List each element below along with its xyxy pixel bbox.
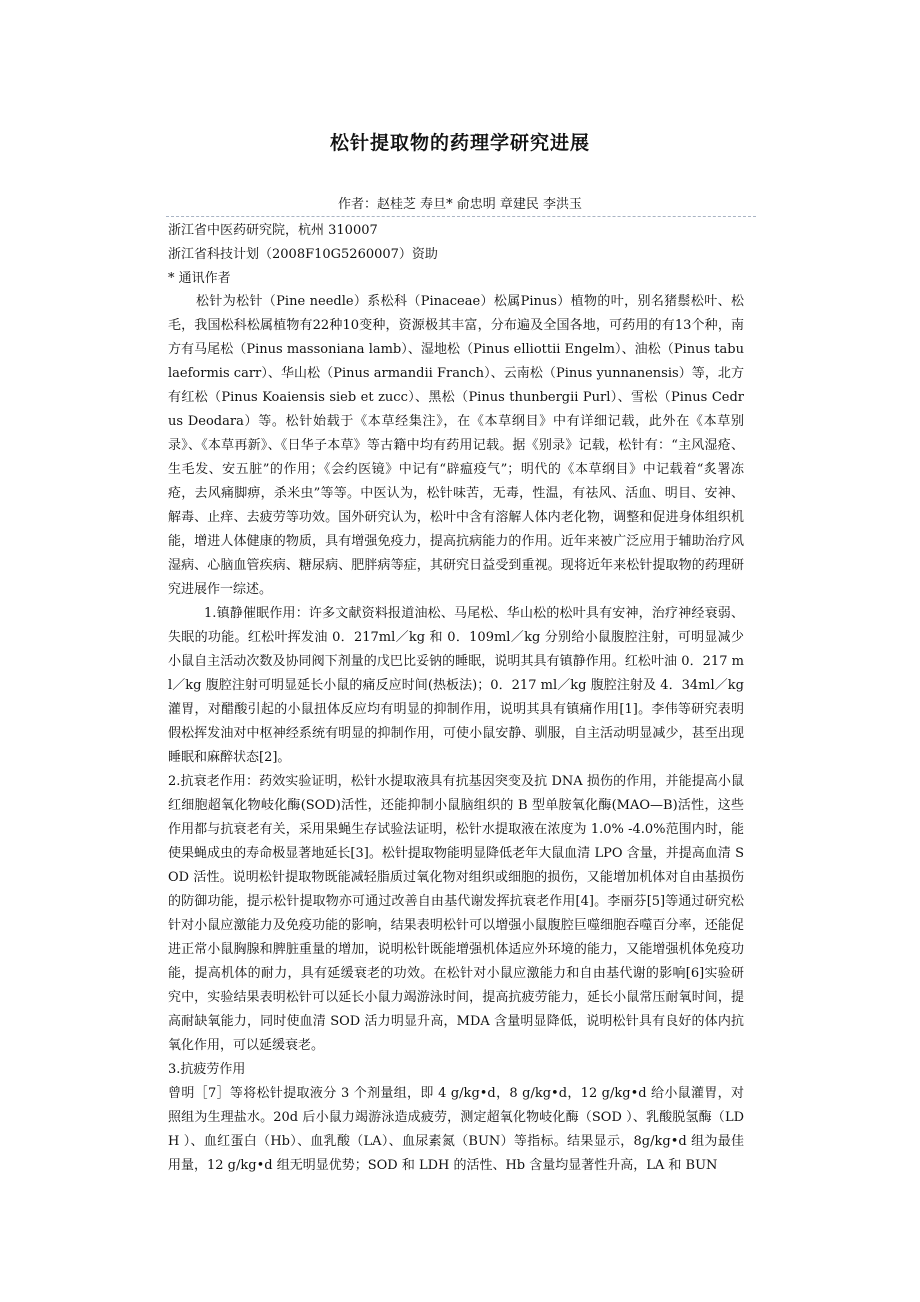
header-divider [166, 216, 756, 217]
authors-line: 作者：赵桂芝 寿旦* 俞忠明 章建民 李洪玉 [337, 197, 583, 212]
document-title: 松针提取物的药理学研究进展 [329, 132, 590, 154]
funding-note: 浙江省科技计划（2008F10G5260007）资助 [168, 247, 438, 262]
anti-fatigue-heading: 3.抗疲劳作用 [168, 1062, 246, 1077]
correspondence-note: * 通讯作者 [168, 271, 231, 286]
anti-aging-section: 2.抗衰老作用：药效实验证明，松针水提取液具有抗基因突变及抗 DNA 损伤的作用，并能提高小鼠红细胞超氧化物岐化酶(SOD)活性，还能抑制小鼠脑组织的 B 型单胺氧化酶(MAO—B)活性，这些作用都与抗衰老有关，采用果蝇生存试验法证明，松针水提取液在浓度为 1.0% -4.0%范围内时，能使果蝇成虫的寿命极显著地延长[3]。松针提取物能明显降低老年大鼠血清 LPO 含量，并提高血清 SOD 活性。说明松针提取物既能减轻脂质过氧化物对组织或细胞的损伤，又能增加机体对自由基损伤的防御功能，提示松针提取物亦可通过改善自由基代谢发挥抗衰老作用[4]。李丽芬[5]等通过研究松针对小鼠应激能力及免疫功能的影响，结果表明松针可以增强小鼠腹腔巨噬细胞吞噬百分率，还能促进正常小鼠胸腺和脾脏重量的增加，说明松针既能增强机体适应外环境的能力，又能增强机体免疫功能，提高机体的耐力，具有延缓衰老的功效。在松针对小鼠应激能力和自由基代谢的影响[6]实验研究中，实验结果表明松针可以延长小鼠力竭游泳时间，提高抗疲劳能力，延长小鼠常压耐氧时间，提高耐缺氧能力，同时使血清 SOD 活力明显升高，MDA 含量明显降低，说明松针具有良好的体内抗氧化作用，可以延缓衰老。 [168, 774, 744, 1053]
intro-paragraph: 松针为松针（Pine needle）系松科（Pinaceae）松属Pinus）植物的叶，别名猪鬃松叶、松毛，我国松科松属植物有22种10变种，资源极其丰富，分布遍及全国各地，可药用的有13个种，南方有马尾松（Pinus massoniana lamb）、湿地松（Pinus elliottii Engelm）、油松（Pinus tabulaeformis carr）、华山松（Pinus armandii Franch）、云南松（Pinus yunnanensis）等，北方有红松（Pinus Koaiensis sieb et zucc）、黑松（Pinus thunbergii Purl）、雪松（Pinus Cedrus Deodara）等。松针始载于《本草经集注》，在《本草纲目》中有详细记载，此外在《本草别录》、《本草再新》、《日华子本草》等古籍中均有药用记载。据《别录》记载，松针有：“主风湿疮、生毛发、安五脏”的作用；《会约医镜》中记有“辟瘟疫气”；明代的《本草纲目》中记载着“炙署冻疮，去风痛脚痹，杀米虫”等等。中医认为，松针味苦，无毒，性温，有祛风、活血、明目、安神、解毒、止痒、去疲劳等功效。国外研究认为，松叶中含有溶解人体内老化物，调整和促进身体组织机能，增进人体健康的物质，具有增强免疫力，提高抗病能力的作用。近年来被广泛应用于辅助治疗风湿病、心脑血管疾病、糖尿病、肥胖病等症，其研究日益受到重视。现将近年来松针提取物的药理研究进展作一综述。 [168, 294, 744, 597]
sedative-section: 1.镇静催眠作用：许多文献资料报道油松、马尾松、华山松的松叶具有安神，治疗神经衰弱、失眠的功能。红松叶挥发油 0．217ml／kg 和 0．109ml／kg 分别给小鼠腹腔注射，可明显减少小鼠自主活动次数及协同阀下剂量的戊巴比妥钠的睡眠，说明其具有镇静作用。红松叶油 0．217 ml／kg 腹腔注射可明显延长小鼠的痛反应时间(热板法)；0．217 ml／kg 腹腔注射及 4．34ml／kg 灌胃，对醋酸引起的小鼠扭体反应均有明显的抑制作用，说明其具有镇痛作用[1]。李伟等研究表明假松挥发油对中枢神经系统有明显的抑制作用，可使小鼠安静、驯服，自主活动明显减少，甚至出现睡眠和麻醉状态[2]。 [168, 606, 744, 765]
affiliation: 浙江省中医药研究院，杭州 310007 [168, 223, 378, 238]
anti-fatigue-paragraph: 曾明［7］等将松针提取液分 3 个剂量组，即 4 g/kg•d，8 g/kg•d，12 g/kg•d 给小鼠灌胃，对照组为生理盐水。20d 后小鼠力竭游泳造成疲劳，测定超氧化物岐化酶（SOD ）、乳酸脱氢酶（LDH ）、血红蛋白（Hb）、血乳酸（LA）、血尿素氮（BUN）等指标。结果显示，8g/kg•d 组为最佳用量，12 g/kg•d 组无明显优势；SOD 和 LDH 的活性、Hb 含量均显著性升高，LA 和 BUN [168, 1086, 744, 1173]
article-body [168, 290, 744, 1178]
